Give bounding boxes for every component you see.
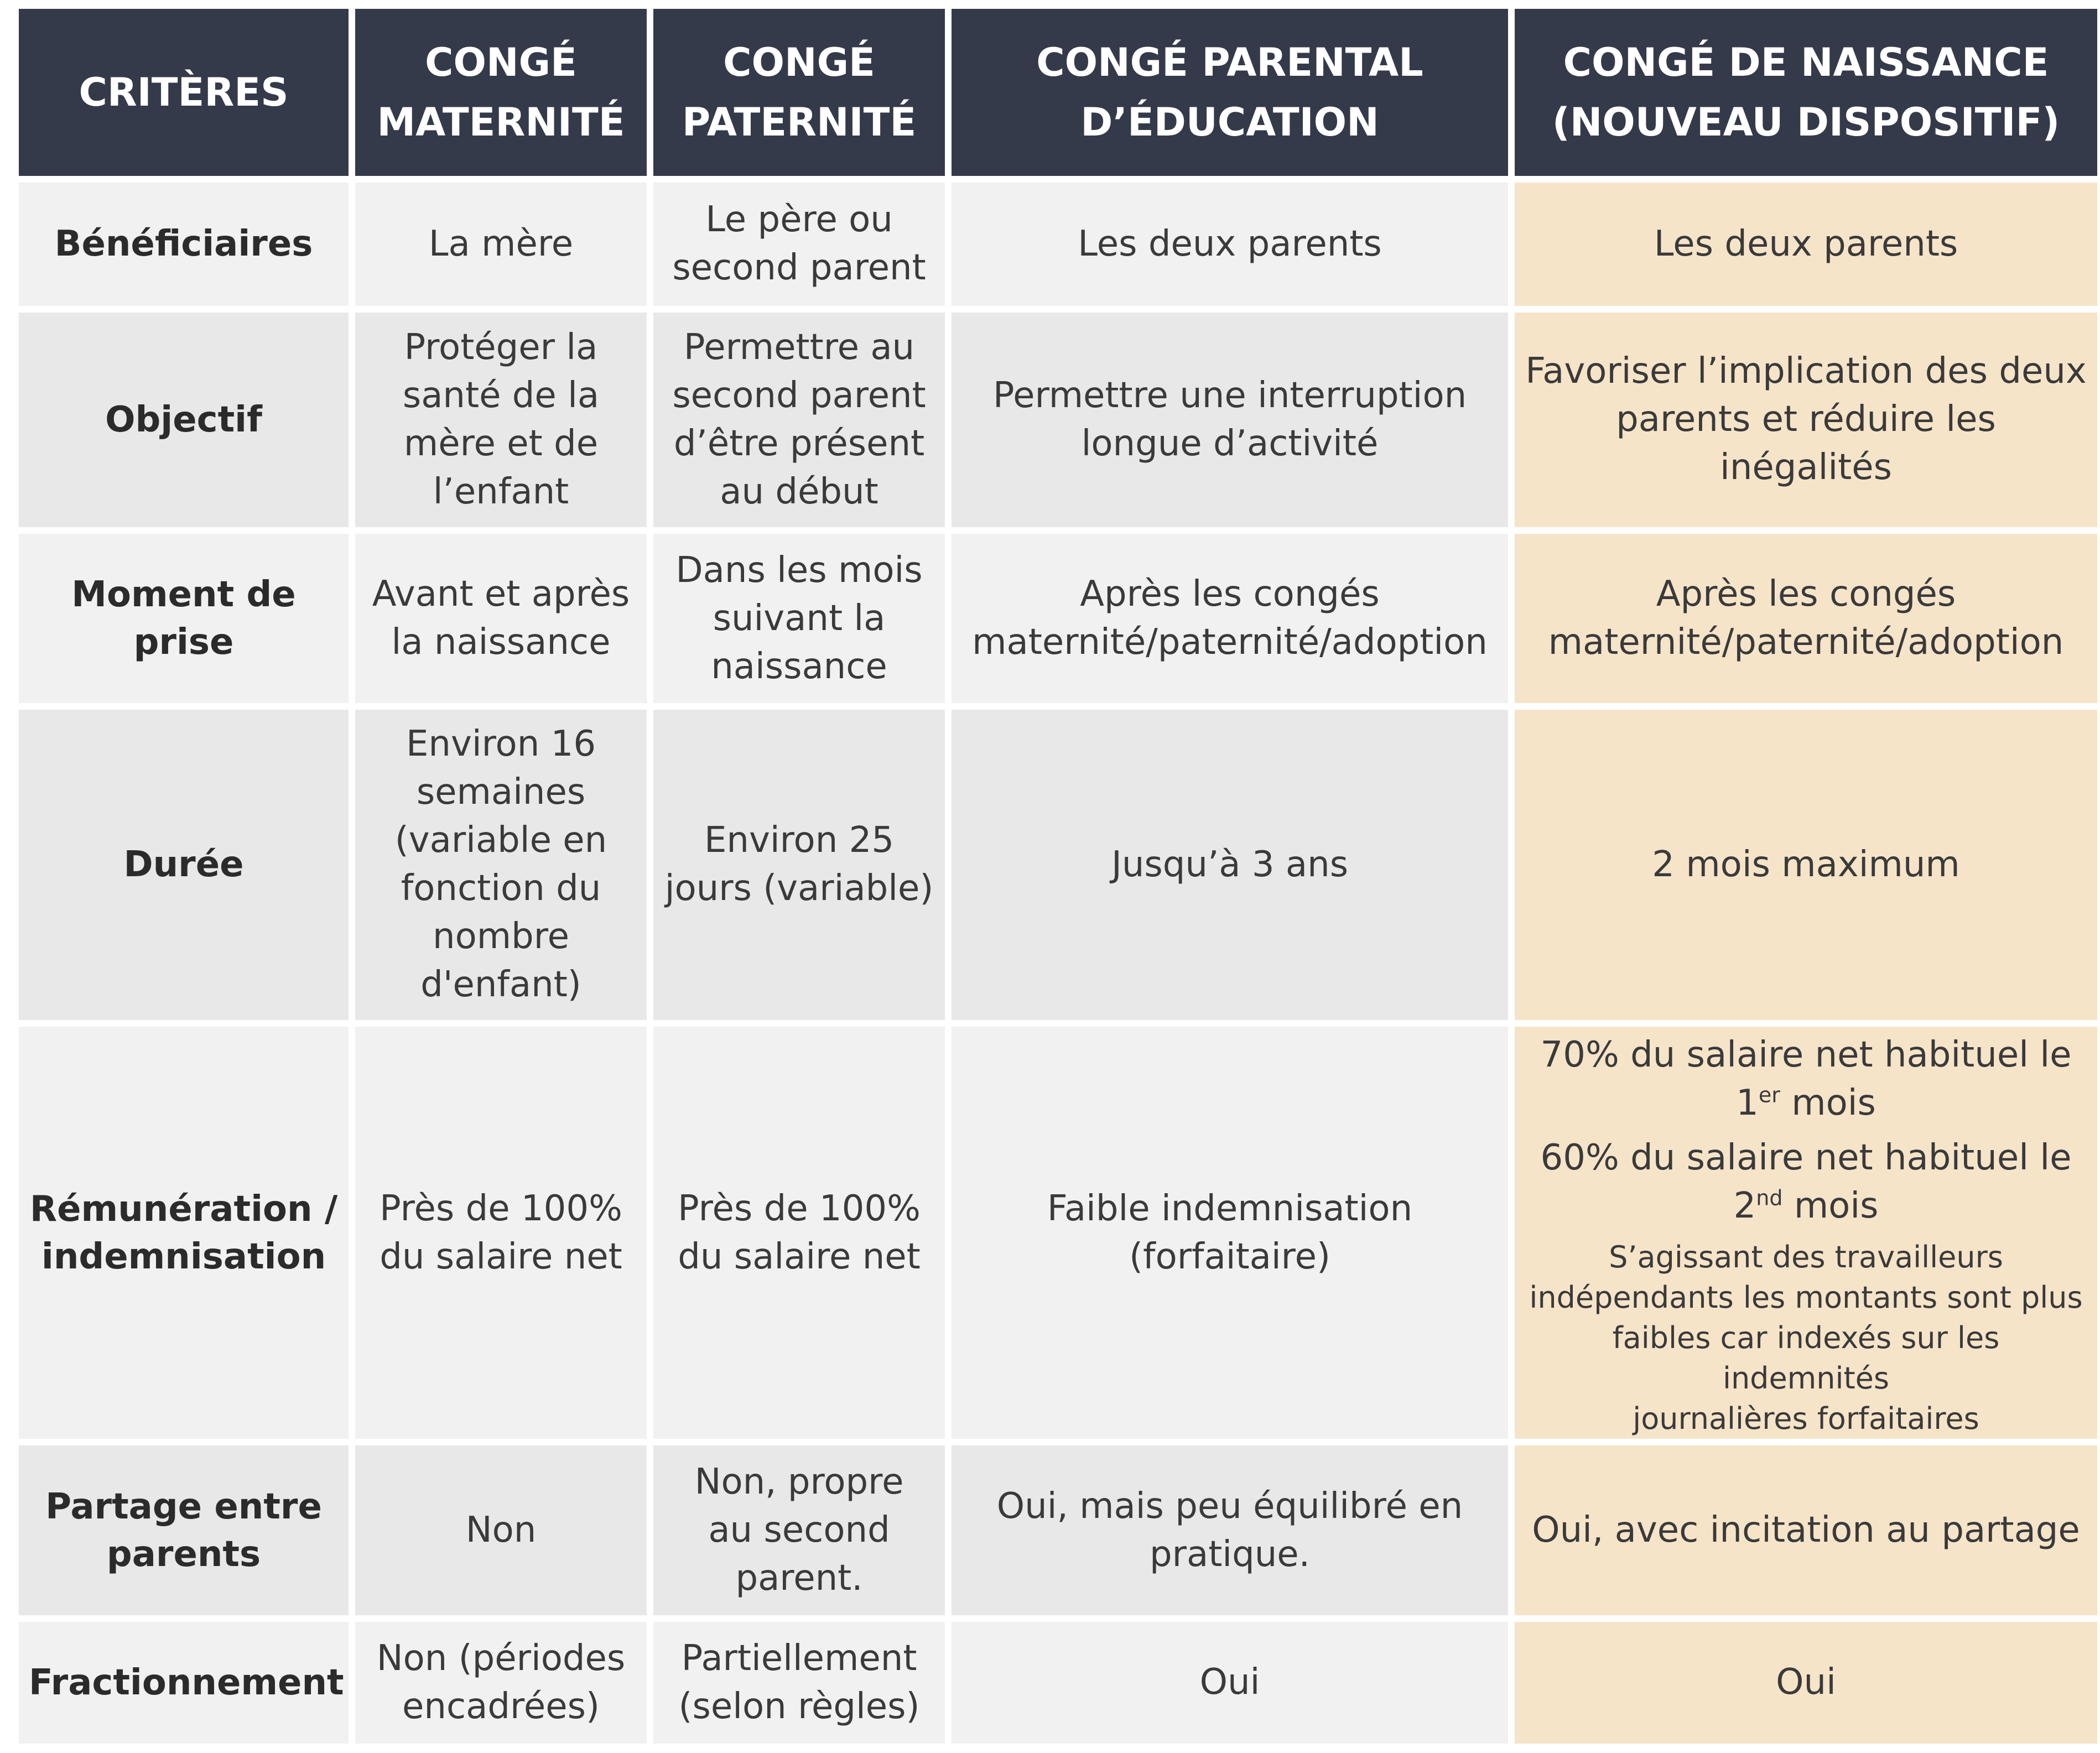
cell-maternite: La mère <box>355 183 647 305</box>
ordinal-suffix: er <box>1758 1083 1780 1107</box>
independent-workers-note: S’agissant des travailleurs indépendants les montants sont plus faibles car indexés sur les indemnités journalières forfaitaires <box>1529 1240 2083 1437</box>
cell-maternite: Protéger la santé de la mère et de l’enfant <box>355 313 647 527</box>
cell-paternite: Le père ou second parent <box>653 183 945 305</box>
cell-paternite: Environ 25 jours (variable) <box>653 710 945 1020</box>
header-conge-naissance: CONGÉ DE NAISSANCE (NOUVEAU DISPOSITIF) <box>1515 9 2097 176</box>
criterion-moment-de-prise: Moment de prise <box>19 534 349 703</box>
row-beneficiaires <box>19 183 2097 305</box>
ordinal-suffix: nd <box>1756 1185 1783 1210</box>
criterion-duree: Durée <box>19 710 349 1020</box>
cell-paternite: Partiellement (selon règles) <box>653 1622 945 1744</box>
month-word: mois <box>1782 1185 1879 1227</box>
cell-parental: Permettre une interruption longue d’activité <box>952 313 1508 527</box>
month-number: 1 <box>1736 1083 1759 1124</box>
cell-naissance: Oui, avec incitation au partage <box>1515 1445 2097 1615</box>
criterion-remuneration: Rémunération / indemnisation <box>19 1027 349 1439</box>
comparison-table <box>12 2 2100 1750</box>
cell-naissance: Les deux parents <box>1515 183 2097 305</box>
cell-maternite: Avant et après la naissance <box>355 534 647 703</box>
cell-paternite: Non, propre au second parent. <box>653 1445 945 1615</box>
criterion-beneficiaires: Bénéficiaires <box>19 183 349 305</box>
header-conge-paternite: CONGÉ PATERNITÉ <box>653 9 945 176</box>
month-word: mois <box>1780 1083 1876 1124</box>
cell-parental: Oui <box>952 1622 1508 1744</box>
row-duree <box>19 710 2097 1020</box>
cell-naissance: 2 mois maximum <box>1515 710 2097 1020</box>
second-month-pay: 60% du salaire net habituel le 2nd mois <box>1540 1137 2072 1227</box>
cell-naissance: Favoriser l’implication des deux parents et réduire les inégalités <box>1515 313 2097 527</box>
cell-paternite: Près de 100% du salaire net <box>653 1027 945 1439</box>
row-objectif <box>19 313 2097 527</box>
header-row <box>19 9 2097 176</box>
cell-naissance <box>1515 1027 2097 1439</box>
cell-maternite: Environ 16 semaines (variable en fonction du nombre d'enfant) <box>355 710 647 1020</box>
row-moment-de-prise <box>19 534 2097 703</box>
header-conge-maternite: CONGÉ MATERNITÉ <box>355 9 647 176</box>
first-month-pay: 70% du salaire net habituel le 1er mois <box>1540 1034 2072 1124</box>
cell-naissance: Après les congés maternité/paternité/adoption <box>1515 534 2097 703</box>
cell-parental: Après les congés maternité/paternité/adoption <box>952 534 1508 703</box>
header-conge-parental: CONGÉ PARENTAL D’ÉDUCATION <box>952 9 1508 176</box>
cell-paternite: Permettre au second parent d’être présent au début <box>653 313 945 527</box>
row-fractionnement <box>19 1622 2097 1744</box>
criterion-partage: Partage entre parents <box>19 1445 349 1615</box>
cell-naissance: Oui <box>1515 1622 2097 1744</box>
criterion-objectif: Objectif <box>19 313 349 527</box>
cell-parental: Jusqu’à 3 ans <box>952 710 1508 1020</box>
cell-parental: Faible indemnisation (forfaitaire) <box>952 1027 1508 1439</box>
cell-parental: Oui, mais peu équilibré en pratique. <box>952 1445 1508 1615</box>
cell-maternite: Non (périodes encadrées) <box>355 1622 647 1744</box>
row-remuneration <box>19 1027 2097 1439</box>
cell-paternite: Dans les mois suivant la naissance <box>653 534 945 703</box>
header-criteres: CRITÈRES <box>19 9 349 176</box>
cell-maternite: Près de 100% du salaire net <box>355 1027 647 1439</box>
row-partage <box>19 1445 2097 1615</box>
criterion-fractionnement: Fractionnement <box>19 1622 349 1744</box>
cell-maternite: Non <box>355 1445 647 1615</box>
month-number: 2 <box>1733 1185 1756 1227</box>
cell-parental: Les deux parents <box>952 183 1508 305</box>
